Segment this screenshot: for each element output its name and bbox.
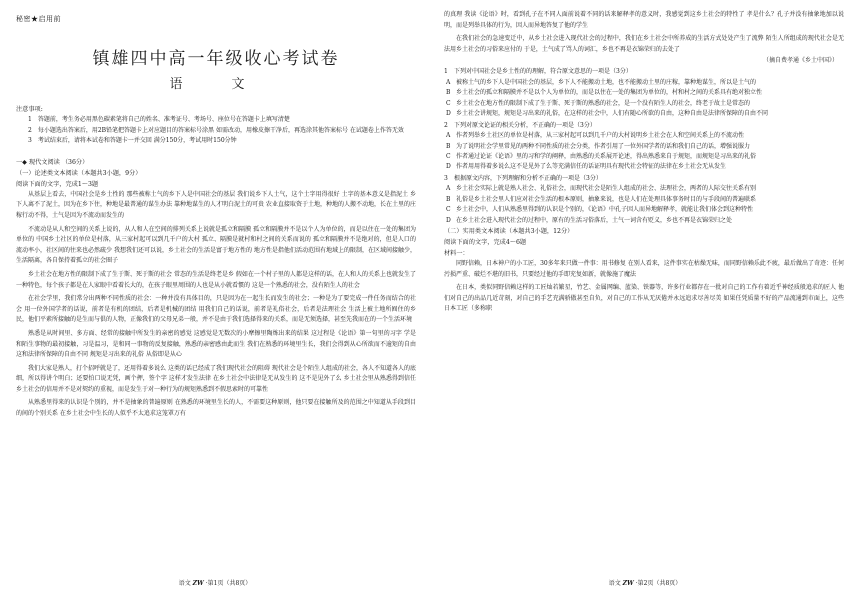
footer-page-number: ·第2页（共8页） bbox=[635, 580, 682, 587]
option-key: A bbox=[446, 132, 451, 140]
option-key: C bbox=[446, 99, 451, 107]
passage-paragraph: 我们大家是熟人，打个招呼就是了，还用得着多说么 这类的话已经成了我们现代社会的阻碍 现代社会是个陌生人组成的社会，各人不知道各人的底细，所以得讲个明白；还要怕口说无凭，画个押，签个字 这样才发生法律 在乡土社会中法律是无从发生的 这不是见外了么 乡土社会里从熟悉得到信任 乡土社会的信用并不是对契约的重视，而是发生于对一种行为的规矩熟悉到不假思索时的可靠性 bbox=[16, 364, 416, 393]
reading-instruction: 阅读下面的文字，完成4～6题 bbox=[444, 239, 527, 247]
option-text: 作者通过论证《论语》里的习和学的阐释，由熟悉的关系展开论述，得出熟悉来自于规矩，而规矩是习出来的礼俗 bbox=[456, 153, 757, 160]
option-text: 被称土气的乡下人是中国社会的基层，乡下人不能搬动土地，也不能搬动土里的庄稼，靠种地谋生，所以是土气的 bbox=[456, 78, 757, 86]
question-1 bbox=[444, 67, 844, 78]
note-item: 3 考试结束后，请将本试卷和答题卡一并交回 满分150分，考试用时150分钟 bbox=[28, 137, 237, 145]
option-item bbox=[444, 78, 844, 88]
material-paragraph: 在日本，类似同野信赖这样的工匠灿若繁星，竹艺、金属网编、蓝染、铁器等，许多行业都存在一批对自己的工作有着近乎神经质般追求的匠人 他们对自己的出品几近苛刻，对自己的手艺充满骄傲甚至自负，对自己的工作从无厌倦并永远追求尽善尽美 如果任凭质量不好的产品流通到市面上，这些日本工匠（多称职 bbox=[444, 284, 844, 313]
option-text: 作者用用得着多说么这不是见外了么等充满信任的话证明具有现代社会特征的法律在乡土社会无从发生 bbox=[456, 163, 727, 171]
question-2 bbox=[444, 121, 844, 132]
passage-continuation: 的真理 我读《论语》时，看到孔子在不同人面前说着不同的话来解释孝的意义时，我感觉到这乡土社会的特性了 孝是什么？孔子并没有抽象地加以说明，而是列举具体的行为，因人而异地答复了他的学生 bbox=[444, 11, 844, 29]
footer-subject: 语文 bbox=[178, 580, 191, 587]
passage-paragraph: 从熟悉里得来的认识是个别的，并不是抽象的普遍原则 在熟悉的环境里生长的人，不需要这种原则，他只要在接触所及的范围之中知道从手段到目的间的个别关系 在乡土社会中生长的人似乎不太追求这笼罩万有 bbox=[16, 399, 416, 418]
secret-label: 秘密★启用前 bbox=[16, 15, 61, 23]
option-text: 在乡土社会进入现代社会的过程中，原有的生活习俗落后，土气一词含有贬义，乡也不再是衣锦荣归之处 bbox=[456, 216, 733, 224]
question-number: 1 bbox=[444, 68, 448, 76]
option-item bbox=[444, 88, 844, 98]
material-label: 材料一： bbox=[444, 250, 469, 258]
option-item bbox=[444, 152, 844, 162]
passage-paragraph: 在社会学里，我们常分出两种不同性质的社会：一种并没有具体目的，只是因为在一起生长而发生的社会；一种是为了要完成一件任务而结合的社会 用一位外国学者的话说，前者是有机的团结，后者是机械的团结 用我们自己的话说，前者是礼俗社会，后者是法理社会 生活上被土地所囿住的乡民，他们平素所接触的是生而与俱的人物，正像我们的父母兄弟一般，并不是由于我们选择得来的关系，而是无须选择，甚至先我而在的一个生活环境 bbox=[16, 295, 416, 324]
note-item: 1 答题前，考生务必用黑色碳素笔将自己的姓名、准考证号、考场号、座位号在答题卡上填写清楚 bbox=[28, 116, 290, 123]
footer-mark: ZW bbox=[192, 580, 204, 587]
option-item bbox=[444, 216, 844, 226]
passage-paragraph: 乡土社会在地方性的限制下成了生于斯、死于斯的社会 常态的生活是终老是乡 假如在一个村子里的人都是这样的话，在人和人的关系上也就发生了一种特色，每个孩子都是在人家眼中看着长大的，在孩子眼里周围的人也是从小就看惯的 这是一个熟悉的社会，没有陌生人的社会 bbox=[16, 270, 416, 289]
notes-heading: 注意事项: bbox=[16, 106, 43, 113]
option-item bbox=[444, 109, 844, 119]
option-text: 乡土社会实际上就是熟人社会、礼俗社会，而现代社会是陌生人组成的社会、法理社会，两者的人际交往关系有别 bbox=[456, 185, 757, 193]
question-number: 2 bbox=[444, 121, 448, 129]
option-item bbox=[444, 142, 844, 152]
option-text: 为了说明社会学里常见的两种不同性质的社会分类，作者引用了一位外国学者的话和我们自己的话，增强说服力 bbox=[456, 142, 751, 150]
option-item bbox=[444, 195, 844, 205]
section-heading: 一◆ 现代文阅读 （36分） bbox=[16, 158, 89, 166]
option-item bbox=[444, 162, 844, 172]
option-item bbox=[444, 184, 844, 194]
exam-subject: 语 文 bbox=[169, 77, 263, 92]
option-text: 礼俗是乡土社会里人们应对社会生活的根本原则，抽象来说，也是人们在处理具体事务时目的与手段间的普遍联系 bbox=[456, 195, 757, 203]
question-text: 下列对中国社会是乡土性的的理解，符合原文意思的一项是（3分） bbox=[454, 68, 632, 76]
option-text: 乡土社会在地方性的限制下成了生于斯、死于斯的熟悉的社会，是一个没有陌生人的社会，终老于故土是常态的 bbox=[456, 99, 751, 107]
passage-source: （摘自费孝通《乡土中国》） bbox=[762, 57, 838, 65]
option-key: C bbox=[446, 153, 451, 160]
subsection-heading: （二）实用类文本阅读（本题共3小题，12分） bbox=[444, 228, 574, 236]
option-text: 乡土社会中，人们从熟悉里得到的认识是个别的，《论语》中孔子因人而异地解释孝，就能让我们体会到这种特性 bbox=[456, 206, 754, 214]
right-page bbox=[430, 0, 860, 590]
passage-paragraph: 熟悉是从时间里、多方面、经常的接触中所发生的亲密的感觉 这感觉是无数次的小摩擦里陶炼出来的结果 这过程是《论语》第一句里的习字 学是和陌生事物的最初接触，习是温习，是和同一事物的反复接触，熟悉的亲密感由此而生 我们在熟悉的环境里生长，我们会得到从心所欲而不逾矩的自由 这和法律所保障的自由不同 规矩是习出来的礼俗 从俗即是从心 bbox=[16, 329, 416, 359]
option-text: 乡土社会讲规矩，规矩是习出来的礼俗，在这样的社会中，人们有随心所欲的自由，这种自由是法律所保障的自由不同 bbox=[456, 110, 769, 118]
option-item bbox=[444, 131, 844, 141]
subsection-heading: （一）论述类文本阅读（本题共3小题，9分） bbox=[16, 169, 142, 177]
footer-subject: 语文 bbox=[608, 580, 621, 587]
option-text: 作者列举乡土社区的单位是村落，从三家村起可以到几千户的大村说明乡土社会在人和空间关系上的不流动性 bbox=[456, 132, 745, 140]
option-item bbox=[444, 99, 844, 109]
exam-title: 镇雄四中高一年级收心考试卷 bbox=[92, 49, 340, 69]
option-key: B bbox=[446, 142, 451, 150]
option-key: A bbox=[446, 185, 451, 193]
footer-page-number: ·第1页（共8页） bbox=[205, 580, 252, 587]
option-key: B bbox=[446, 195, 451, 203]
option-key: D bbox=[446, 163, 451, 171]
question-number: 3 bbox=[444, 174, 448, 182]
option-key: D bbox=[446, 110, 451, 118]
passage-paragraph: 在我们社会的急速变迁中，从乡土社会进入现代社会的过程中，我们在乡土社会中所养成的生活方式处处产生了流弊 陌生人所组成的现代社会是无法用乡土社会的习俗来应付的 于是，土气成了骂人的词汇，乡也不再是衣锦荣归的去处了 bbox=[444, 35, 844, 53]
question-text: 根据原文内容，下列理解和分析不正确的一项是（3分） bbox=[454, 174, 602, 182]
option-key: B bbox=[446, 89, 451, 97]
option-key: D bbox=[446, 216, 451, 224]
passage-paragraph: 从基层上看去，中国社会是乡土性的 那些被称土气的乡下人是中国社会的基层 我们说乡下人土气，这个土字用得很好 土字的基本意义是指泥土 乡下人离不了泥土，因为在乡下住，种地是最普通的谋生办法 靠种地谋生的人才明白泥土的可贵 农业直接取资于土地，种地的人搬不动地，长在土里的庄稼行动不得，土气是因为不流动而发生的 bbox=[16, 190, 416, 219]
question-3 bbox=[444, 174, 844, 185]
note-item: 2 每小题选出答案后，用2B铅笔把答题卡上对应题目的答案标号涂黑 如需改动，用橡皮擦干净后，再选涂其他答案标号 在试题卷上作答无效 bbox=[28, 126, 404, 134]
option-key: A bbox=[446, 78, 451, 86]
reading-instruction: 阅读下面的文字，完成1～3题 bbox=[16, 180, 99, 188]
option-text: 乡土社会的孤立和隔膜并不是以个人为单位的，而是以住在一处的集团为单位的，村和村之间的关系具有绝对独立性 bbox=[456, 89, 763, 97]
option-item bbox=[444, 205, 844, 215]
question-text: 下列对原文论证的相关分析，不正确的一项是（3分） bbox=[454, 121, 596, 129]
footer-mark: ZW bbox=[622, 580, 634, 587]
passage-paragraph: 不流动是从人和空间的关系上说的，从人和人在空间的排列关系上说就是孤立和隔膜 孤立和隔膜并不是以个人为单位的，而是以住在一处的集团为单位的 中国乡土社区的单位是村落，从三家村起可以到几千户的大村 孤立、隔膜是就村和村之间的关系而说的 孤立和隔膜并不是绝对的，但是人口的流动率小，社区间的往来也必然疏少 我想我们还可以说，乡土社会的生活是富于地方性的 地方性是指他们活动范围有地域上的限制，在区域间接触少，生活隔离，各自保持着孤立的社会圈子 bbox=[16, 225, 416, 265]
material-paragraph: 同野信赖，日本神户的小工匠，30多年来只做一件事：用书修复 在别人看来，这件事实在枯燥无味，而同野信赖乐此不疲，最后做出了奇迹：任何污损严重、破烂不堪的旧书，只要经过他的手即充复如新，就像施了魔法 bbox=[444, 260, 844, 278]
page-footer bbox=[0, 578, 430, 587]
page-footer bbox=[430, 578, 860, 587]
option-key: C bbox=[446, 206, 451, 214]
